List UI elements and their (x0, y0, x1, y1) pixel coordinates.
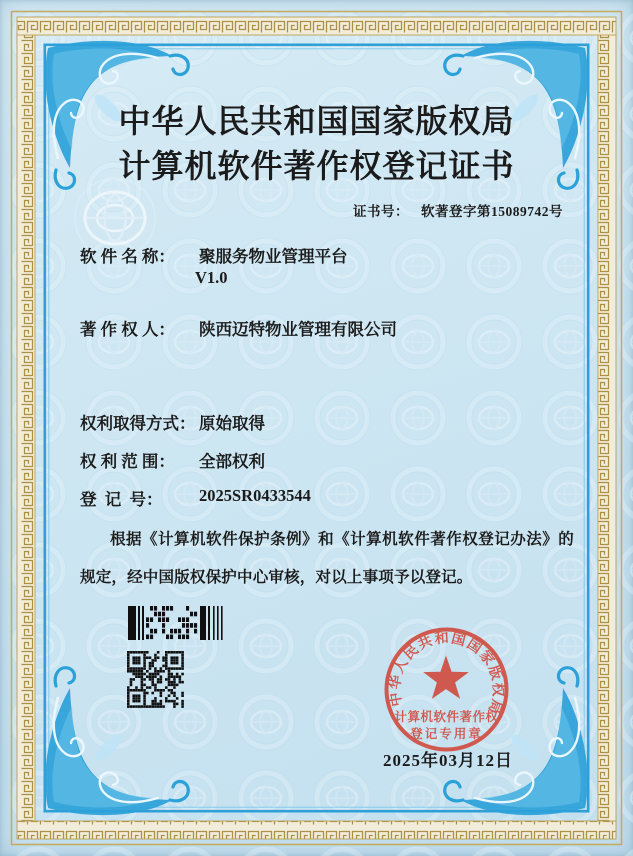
software-name-value: 聚服务物业管理平台 (199, 247, 348, 266)
certificate-number (353, 200, 563, 220)
issue-date: 2025年03月12日 (383, 751, 513, 770)
registration-statement: 根据《计算机软件保护条例》和《计算机软件著作权登记办法》的规定，经中国版权保护中心审核，对以上事项予以登记。 (80, 531, 574, 586)
rights-scope-label: 权 利 范 围： (80, 452, 175, 471)
registration-number-label: 登 记 号： (80, 490, 163, 509)
registration-number-value: 2025SR0433544 (199, 486, 311, 505)
certificate-title: 计算机软件著作权登记证书 (118, 148, 515, 184)
barcode-image (128, 606, 225, 640)
qr-code (127, 651, 184, 708)
certificate-number-label: 证书号： (353, 204, 409, 219)
certificate-number-value: 软著登字第15089742号 (421, 204, 563, 219)
acquisition-method-value: 原始取得 (199, 414, 265, 433)
official-seal (374, 617, 519, 762)
acquisition-method-label: 权利取得方式： (80, 414, 196, 433)
authority-title: 中华人民共和国国家版权局 (118, 103, 515, 139)
software-name-label: 软 件 名 称： (80, 247, 175, 266)
seal-inner-line1: 计算机软件著作权 (394, 710, 499, 724)
software-version: V1.0 (195, 268, 228, 287)
copyright-holder-value: 陕西迈特物业管理有限公司 (199, 320, 397, 339)
rights-scope-value: 全部权利 (199, 452, 265, 471)
star-icon (423, 656, 469, 699)
seal-ring-text: 中华人民共和国国家版权局 (387, 631, 505, 717)
copyright-holder-label: 著 作 权 人： (80, 320, 175, 339)
seal-inner-line2: 登记专用章 (410, 727, 483, 741)
